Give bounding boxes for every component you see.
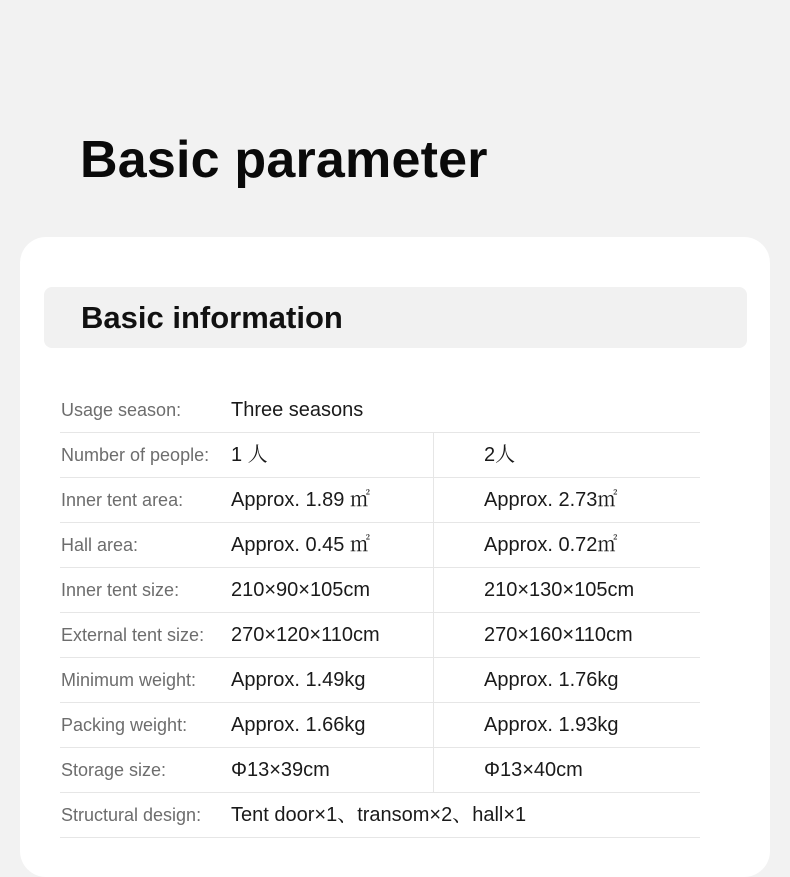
column-divider <box>433 703 434 747</box>
spec-row-structural-design <box>60 793 700 838</box>
spec-row-external-tent-size <box>60 613 700 658</box>
spec-label: Inner tent size: <box>61 580 180 600</box>
column-divider <box>433 523 434 567</box>
spec-value-2-person: Approx. 1.76kg <box>484 669 619 691</box>
spec-label: Number of people: <box>61 445 210 465</box>
spec-table <box>60 388 700 838</box>
spec-label: Minimum weight: <box>61 670 197 690</box>
spec-value: Three seasons <box>231 399 364 421</box>
spec-row-inner-tent-size <box>60 568 700 613</box>
spec-label: Inner tent area: <box>61 490 184 510</box>
spec-value-2-person: 270×160×110cm <box>484 624 633 646</box>
spec-row-inner-tent-area <box>60 478 700 523</box>
spec-value-1-person: Φ13×39cm <box>231 759 330 781</box>
column-divider <box>433 568 434 612</box>
spec-row-number-of-people <box>60 433 700 478</box>
spec-label: External tent size: <box>61 625 205 645</box>
spec-value-2-person: Approx. 1.93kg <box>484 714 619 736</box>
spec-value-2-person: Φ13×40cm <box>484 759 583 781</box>
column-divider <box>433 658 434 702</box>
spec-row-hall-area <box>60 523 700 568</box>
spec-value-2-person: Approx. 2.73㎡ <box>484 489 618 511</box>
column-divider <box>433 478 434 522</box>
spec-label: Hall area: <box>61 535 139 555</box>
spec-row-packing-weight <box>60 703 700 748</box>
spec-label: Packing weight: <box>61 715 188 735</box>
spec-label: Usage season: <box>61 400 182 420</box>
spec-value-1-person: Approx. 1.66kg <box>231 714 366 736</box>
spec-value-1-person: Approx. 0.45 ㎡ <box>231 534 370 556</box>
spec-value-1-person: 210×90×105cm <box>231 579 371 601</box>
spec-value-1-person: 1 人 <box>231 444 268 466</box>
spec-value-2-person: Approx. 0.72㎡ <box>484 534 618 556</box>
spec-value-1-person: Approx. 1.49kg <box>231 669 366 691</box>
spec-value-2-person: 210×130×105cm <box>484 579 635 601</box>
spec-label: Storage size: <box>61 760 167 780</box>
column-divider <box>433 433 434 477</box>
spec-row-minimum-weight <box>60 658 700 703</box>
section-title: Basic information <box>81 300 343 335</box>
spec-row-storage-size <box>60 748 700 793</box>
column-divider <box>433 613 434 657</box>
spec-value-1-person: Approx. 1.89 ㎡ <box>231 489 370 511</box>
column-divider <box>433 748 434 792</box>
spec-value: Tent door×1、transom×2、hall×1 <box>231 804 527 826</box>
parameter-card <box>20 237 770 877</box>
spec-value-2-person: 2人 <box>484 444 516 466</box>
section-header <box>44 287 747 348</box>
spec-row-usage-season <box>60 388 700 433</box>
spec-value-1-person: 270×120×110cm <box>231 624 380 646</box>
page-title: Basic parameter <box>80 131 488 189</box>
spec-label: Structural design: <box>61 805 202 825</box>
